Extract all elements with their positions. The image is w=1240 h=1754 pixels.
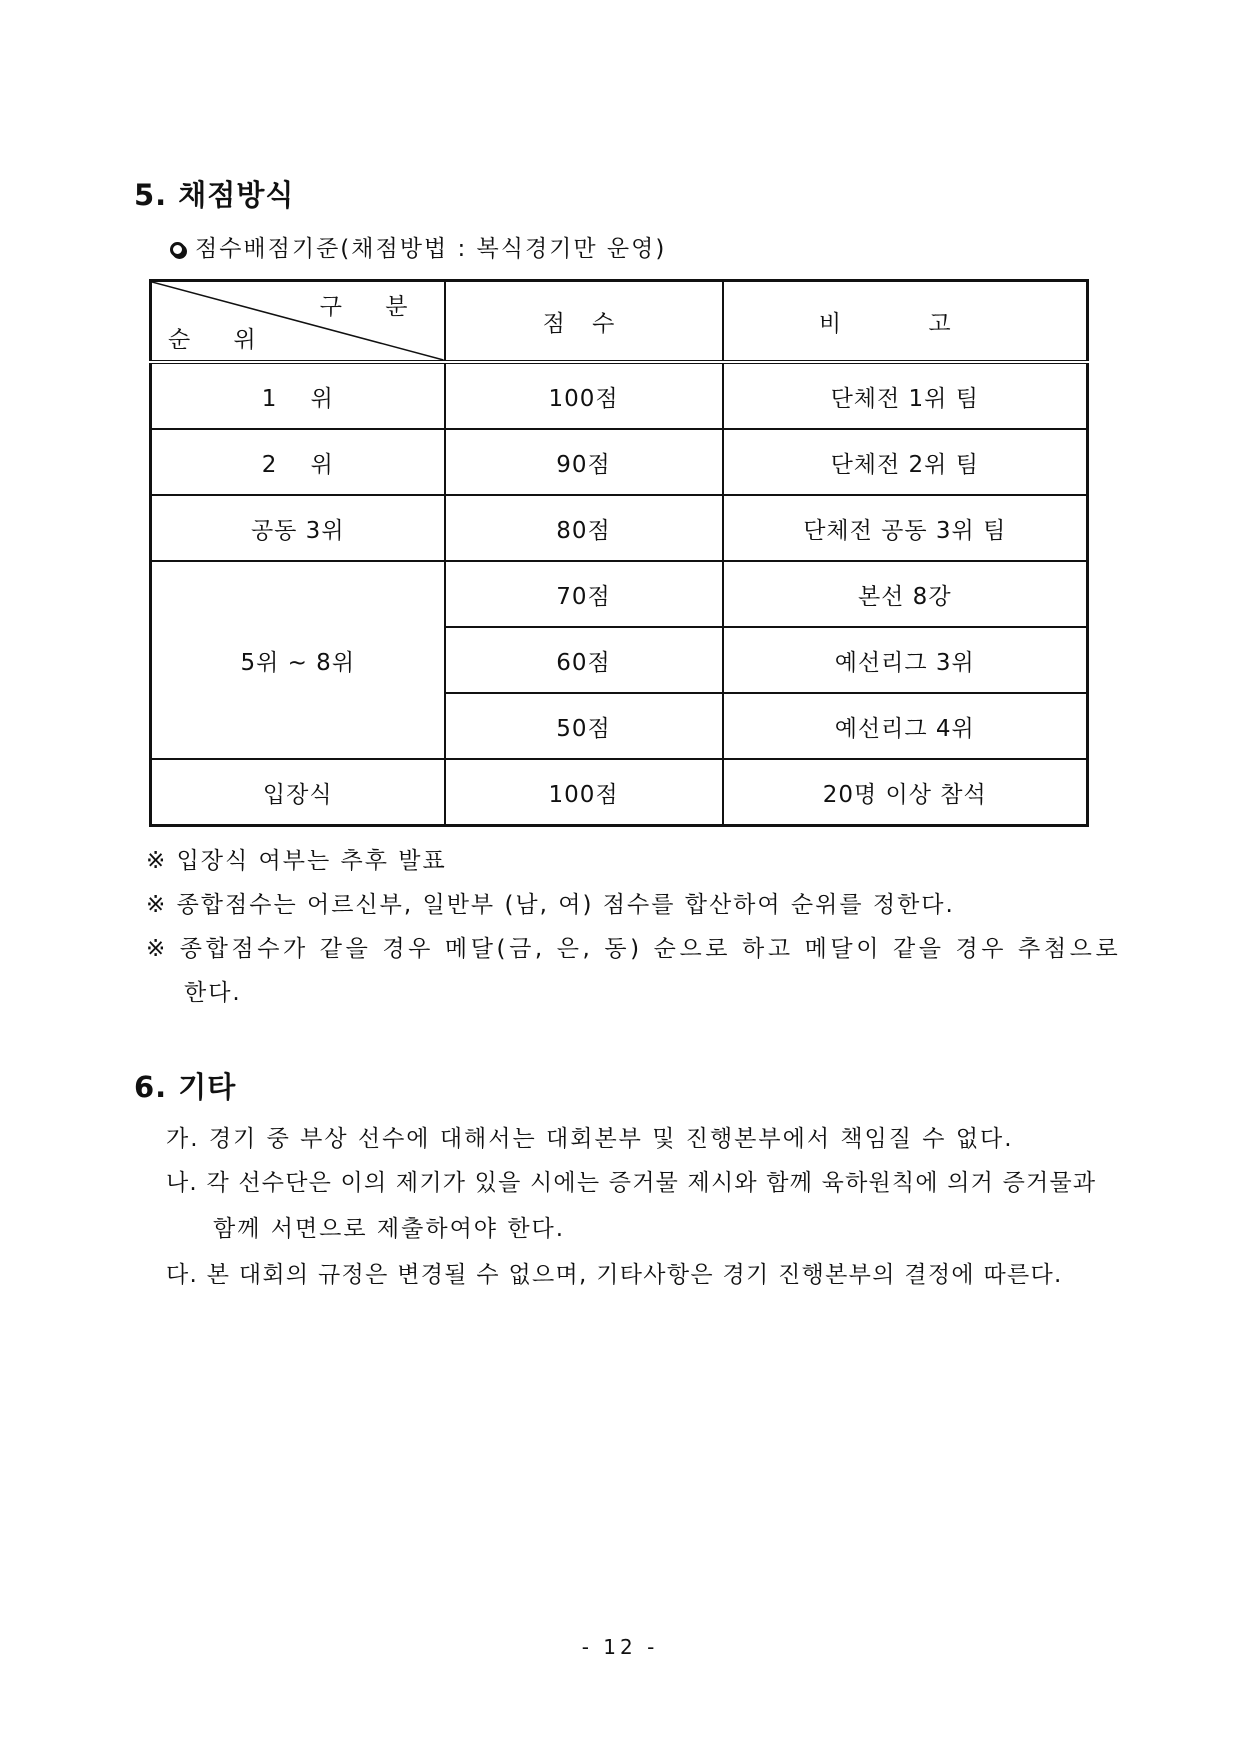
rank-cell: 2 위 [151,429,445,495]
misc-item-2: 나. 각 선수단은 이의 제기가 있을 시에는 증거물 제시와 함께 육하원칙에 의거 증거물과 [166,1170,1097,1196]
misc-item-1: 가. 경기 중 부상 선수에 대해서는 대회본부 및 진행본부에서 책임질 수 없다. [166,1126,1014,1152]
rank-cell: 입장식 [151,759,445,826]
header-diagonal-cell [151,281,445,363]
header-rank-label: 순 위 [168,327,274,353]
remark-cell: 20명 이상 참석 [723,759,1088,826]
remark-cell: 단체전 1위 팀 [723,362,1088,429]
scoring-subtitle [170,230,666,263]
score-cell: 70점 [445,561,723,627]
score-cell: 50점 [445,693,723,759]
table-row [151,495,1088,561]
note-2: ※ 종합점수는 어르신부, 일반부 (남, 여) 점수를 합산하여 순위를 정한다. [146,892,955,918]
note-3-continued: 한다. [184,980,242,1006]
rank-cell: 5위 ~ 8위 [151,561,445,759]
header-remark: 비 고 [723,281,1088,363]
scoring-subtitle-text: 점수배점기준(채점방법 : 복식경기만 운영) [195,236,667,262]
header-category-label: 구 분 [319,294,426,320]
note-1: ※ 입장식 여부는 추후 발표 [146,848,447,874]
score-cell: 90점 [445,429,723,495]
section-5-heading: 5. 채점방식 [134,178,295,212]
note-3: ※ 종합점수가 같을 경우 메달(금, 은, 동) 순으로 하고 메달이 같을 경우 추첨으로 [146,936,1122,962]
remark-cell: 단체전 공동 3위 팀 [723,495,1088,561]
table-row [151,429,1088,495]
page-number: - 12 - [581,1635,659,1659]
rank-cell: 1 위 [151,362,445,429]
header-score: 점 수 [445,281,723,363]
score-cell: 60점 [445,627,723,693]
circle-bullet-icon [170,242,185,257]
table-row [151,362,1088,429]
table-row [151,759,1088,826]
table-row [151,561,1088,627]
misc-item-3: 다. 본 대회의 규정은 변경될 수 없으며, 기타사항은 경기 진행본부의 결정에 따른다. [166,1262,1063,1288]
remark-cell: 예선리그 4위 [723,693,1088,759]
misc-item-2-continued: 함께 서면으로 제출하여야 한다. [213,1216,566,1242]
table-header-row [151,281,1088,363]
score-cell: 100점 [445,759,723,826]
rank-cell: 공동 3위 [151,495,445,561]
remark-cell: 단체전 2위 팀 [723,429,1088,495]
scoring-table [149,279,1089,827]
section-6-heading: 6. 기타 [134,1070,237,1104]
score-cell: 100점 [445,362,723,429]
score-cell: 80점 [445,495,723,561]
remark-cell: 본선 8강 [723,561,1088,627]
remark-cell: 예선리그 3위 [723,627,1088,693]
